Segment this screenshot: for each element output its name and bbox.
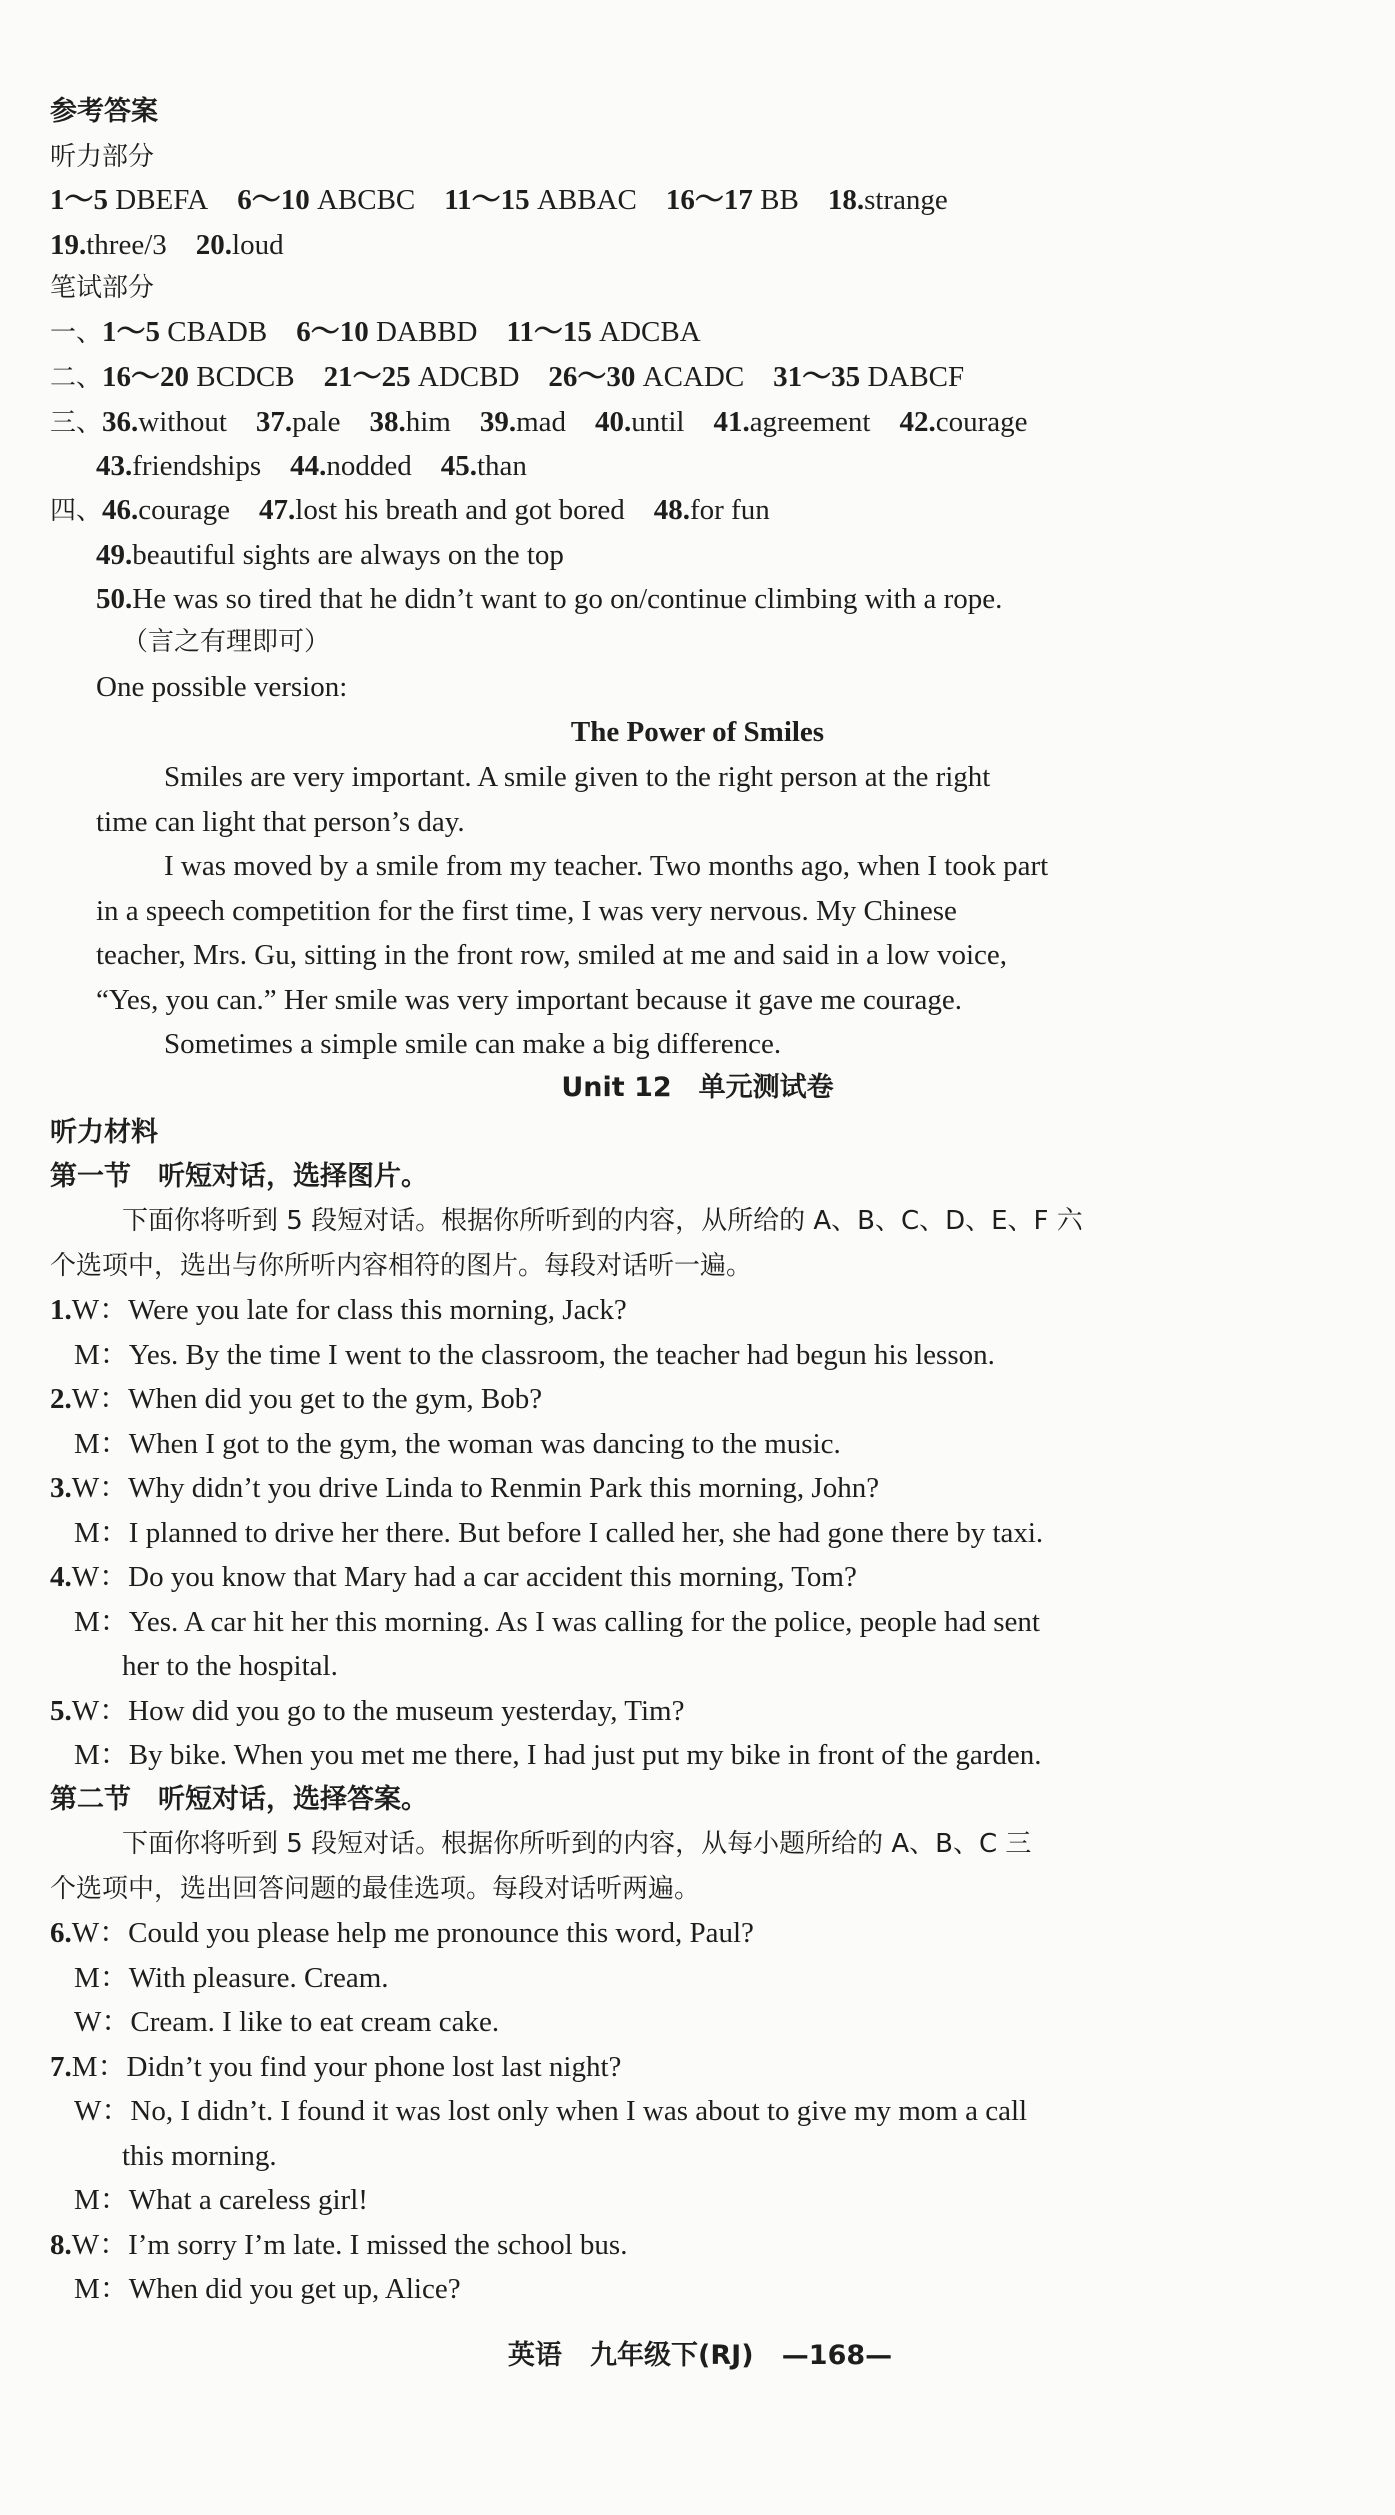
footer-grade: 九年级下(RJ)	[590, 2340, 754, 2371]
part1-instructions: 下面你将听到 5 段短对话。根据你所听到的内容，从所给的 A、B、C、D、E、F 六	[122, 1206, 1083, 1236]
answer-50: 50.He was so tired that he didn’t want to go on/continue climbing with a rope.	[96, 583, 1003, 615]
essay-title: The Power of Smiles	[570, 716, 825, 748]
answer-49: 49.beautiful sights are always on the top	[96, 539, 564, 571]
answers-title: 参考答案	[50, 96, 158, 127]
unit-title: Unit 12 单元测试卷	[561, 1072, 834, 1103]
written-sec4: 四、46.courage 47.lost his breath and got bored 48.for fun	[50, 494, 770, 526]
written-section-title: 笔试部分	[50, 273, 155, 303]
written-sec3-row2: 43.friendships 44.nodded 45.than	[96, 450, 527, 482]
dialogue-5-w: 5.W：How did you go to the museum yesterday, Tim?	[50, 1695, 685, 1727]
dialogue-6-line1: 6.W：Could you please help me pronounce this word, Paul?	[50, 1917, 754, 1949]
footer-subject: 英语	[507, 2340, 562, 2371]
materials-title: 听力材料	[50, 1117, 158, 1148]
written-sec1: 一、1～5 CBADB 6～10 DABBD 11～15 ADCBA	[50, 316, 701, 348]
answer-50-note: （言之有理即可）	[122, 627, 331, 657]
essay-line: time can light that person’s day.	[96, 806, 465, 838]
dialogue-4-m-cont: her to the hospital.	[122, 1650, 338, 1682]
essay-line: “Yes, you can.” Her smile was very important because it gave me courage.	[96, 984, 962, 1016]
footer-page-number: —168—	[781, 2340, 893, 2371]
dialogue-5-m: M：By bike. When you met me there, I had just put my bike in front of the garden.	[74, 1739, 1042, 1771]
listening-answers-row1: 1～5 DBEFA 6～10 ABCBC 11～15 ABBAC 16～17 BB 18.strange	[50, 184, 948, 216]
dialogue-7-line2: W：No, I didn’t. I found it was lost only when I was about to give my mom a call	[74, 2095, 1028, 2127]
dialogue-6-line3: W：Cream. I like to eat cream cake.	[74, 2006, 500, 2038]
dialogue-6-line2: M：With pleasure. Cream.	[74, 1962, 389, 1994]
essay-line: I was moved by a smile from my teacher. Two months ago, when I took part	[164, 850, 1049, 882]
dialogue-3-m: M：I planned to drive her there. But before I called her, she had gone there by taxi.	[74, 1517, 1044, 1549]
listening-answers-row2: 19.three/3 20.loud	[50, 229, 284, 261]
part1-instructions: 个选项中，选出与你所听内容相符的图片。每段对话听一遍。	[50, 1251, 753, 1281]
essay-line: in a speech competition for the first time, I was very nervous. My Chinese	[96, 895, 957, 927]
part2-title: 第二节 听短对话，选择答案。	[50, 1784, 428, 1815]
dialogue-7-line1: 7.M：Didn’t you find your phone lost last night?	[50, 2051, 622, 2083]
dialogue-7-line3: this morning.	[122, 2140, 277, 2172]
dialogue-4-w: 4.W：Do you know that Mary had a car accident this morning, Tom?	[50, 1561, 857, 1593]
essay-line: teacher, Mrs. Gu, sitting in the front row, smiled at me and said in a low voice,	[96, 939, 1008, 971]
dialogue-1-w: 1.W：Were you late for class this morning, Jack?	[50, 1294, 627, 1326]
dialogue-8-line1: 8.W：I’m sorry I’m late. I missed the school bus.	[50, 2229, 628, 2261]
listening-section-title: 听力部分	[50, 142, 155, 172]
dialogue-7-line4: M：What a careless girl!	[74, 2184, 368, 2216]
part1-title: 第一节 听短对话，选择图片。	[50, 1161, 428, 1192]
essay-line: Sometimes a simple smile can make a big difference.	[164, 1028, 782, 1060]
written-sec3: 三、36.without 37.pale 38.him 39.mad 40.until 41.agreement 42.courage	[50, 406, 1028, 438]
part2-instructions: 下面你将听到 5 段短对话。根据你所听到的内容，从每小题所给的 A、B、C 三	[122, 1829, 1032, 1859]
written-sec2: 二、16～20 BCDCB 21～25 ADCBD 26～30 ACADC 31～35 DABCF	[50, 361, 965, 393]
dialogue-1-m: M：Yes. By the time I went to the classroom, the teacher had begun his lesson.	[74, 1339, 995, 1371]
dialogue-2-m: M：When I got to the gym, the woman was dancing to the music.	[74, 1428, 841, 1460]
dialogue-8-line2: M：When did you get up, Alice?	[74, 2273, 461, 2305]
dialogue-2-w: 2.W：When did you get to the gym, Bob?	[50, 1383, 543, 1415]
part2-instructions: 个选项中，选出回答问题的最佳选项。每段对话听两遍。	[50, 1874, 701, 1904]
dialogue-4-m: M：Yes. A car hit her this morning. As I was calling for the police, people had sent	[74, 1606, 1040, 1638]
page-footer	[400, 2336, 1000, 2376]
version-intro: One possible version:	[96, 671, 348, 703]
essay-line: Smiles are very important. A smile given to the right person at the right	[164, 761, 991, 793]
dialogue-3-w: 3.W：Why didn’t you drive Linda to Renmin Park this morning, John?	[50, 1472, 880, 1504]
